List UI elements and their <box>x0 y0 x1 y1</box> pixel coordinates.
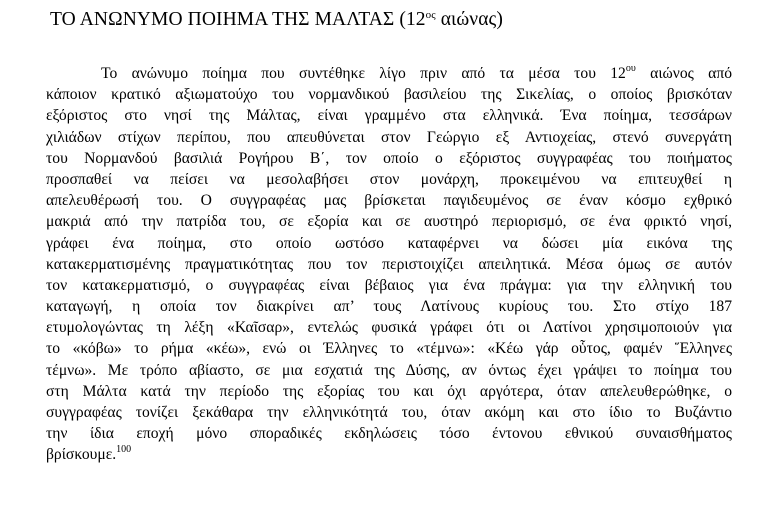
paragraph-line: τον κατακερματισμό, ο συγγραφέας είναι βέβαιος για ένα πράγμα: για την ελληνική του <box>46 276 732 294</box>
paragraph-line: κάποιον κρατικό αξιωματούχο του νορμανδικού βασιλείου της Σικελίας, ο οποίος βρισκόταν <box>46 86 732 104</box>
paragraph-line: γράφει ένα ποίημα, στο οποίο ωστόσο καταφέρνει να δώσει μία εικόνα της <box>46 234 732 252</box>
paragraph-line: απελευθέρωσή του. Ο συγγραφέας μας βρίσκεται παγιδευμένος σε έναν κόσμο εχθρικό <box>46 192 732 210</box>
body-paragraph <box>46 63 732 466</box>
footnote-reference[interactable]: 100 <box>116 444 132 456</box>
paragraph-line: χιλιάδων στίχων περίπου, που απευθύνεται στον Γεώργιο εξ Αντιοχείας, στενό συνεργάτη <box>46 128 732 146</box>
title-text: ΤΟ ΑΝΩΝΥΜΟ ΠΟΙΗΜΑ ΤΗΣ ΜΑΛΤΑΣ (12 <box>50 9 426 30</box>
document-title <box>50 9 503 31</box>
paragraph-line: συγγραφέας τονίζει ξεκάθαρα την ελληνικότητά του, όταν ακόμη και στο ίδιο το Βυζάντιο <box>46 404 732 421</box>
paragraph-line: ετυμολογώντας τη λέξη «Καῖσαρ», εντελώς φυσικά γράφει ότι οι Λατίνοι χρησιμοποιούν για <box>46 319 732 337</box>
line-text: αιώνος από <box>635 65 732 82</box>
paragraph-line <box>46 444 732 465</box>
paragraph-line: το «κόβω» το ρήμα «κέω», ενώ οι Έλληνες το «τέμνω»: «Κέω γάρ οὗτος, φαμέν Ἕλληνες <box>46 340 732 358</box>
line-text: Το ανώνυμο ποίημα που συντέθηκε λίγο πριν από τα μέσα του 12 <box>101 65 626 82</box>
paragraph-line: εξόριστος στο νησί της Μάλτας, είναι γραμμένο στα ελληνικά. Ένα ποίημα, τεσσάρων <box>46 107 732 125</box>
title-superscript: ος <box>425 9 436 21</box>
paragraph-line: κατακερματισμένης πραγματικότητας που τον περιστοιχίζει απειλητικά. Μέσα όμως σε αυτόν <box>46 255 732 273</box>
line-text: βρίσκουμε. <box>46 446 117 464</box>
paragraph-line: του Νορμανδού βασιλιά Ρογήρου Β΄, τον οποίο ο εξόριστος συγγραφέας του ποιήματος <box>46 149 732 167</box>
title-text-end: αιώνας) <box>435 9 503 30</box>
paragraph-line: καταγωγή, η οποία τον διακρίνει απ’ τους Λατίνους κυρίους του. Στο στίχο 187 <box>46 298 732 316</box>
paragraph-line: προσπαθεί να πείσει να μεσολαβήσει στον μονάρχη, προκειμένου να επιτευχθεί η <box>46 170 732 188</box>
paragraph-line: τέμνω». Με τρόπο αβίαστο, σε μια εσχατιά της Δύσης, αν όντως έχει γράψει το ποίημα του <box>46 361 732 379</box>
paragraph-line <box>46 63 732 84</box>
paragraph-line: μακριά από την πατρίδα του, σε εξορία και σε αυστηρό περιορισμό, σε ένα φρικτό νησί, <box>46 213 732 231</box>
paragraph-line: στη Μάλτα κατά την περίοδο της εξορίας του και όχι αργότερα, όταν απελευθερώθηκε, ο <box>46 382 732 400</box>
century-superscript: ου <box>625 63 636 74</box>
paragraph-line: την ίδια εποχή μόνο σποραδικές εκδηλώσεις τόσο έντονου εθνικού συναισθήματος <box>46 425 732 443</box>
